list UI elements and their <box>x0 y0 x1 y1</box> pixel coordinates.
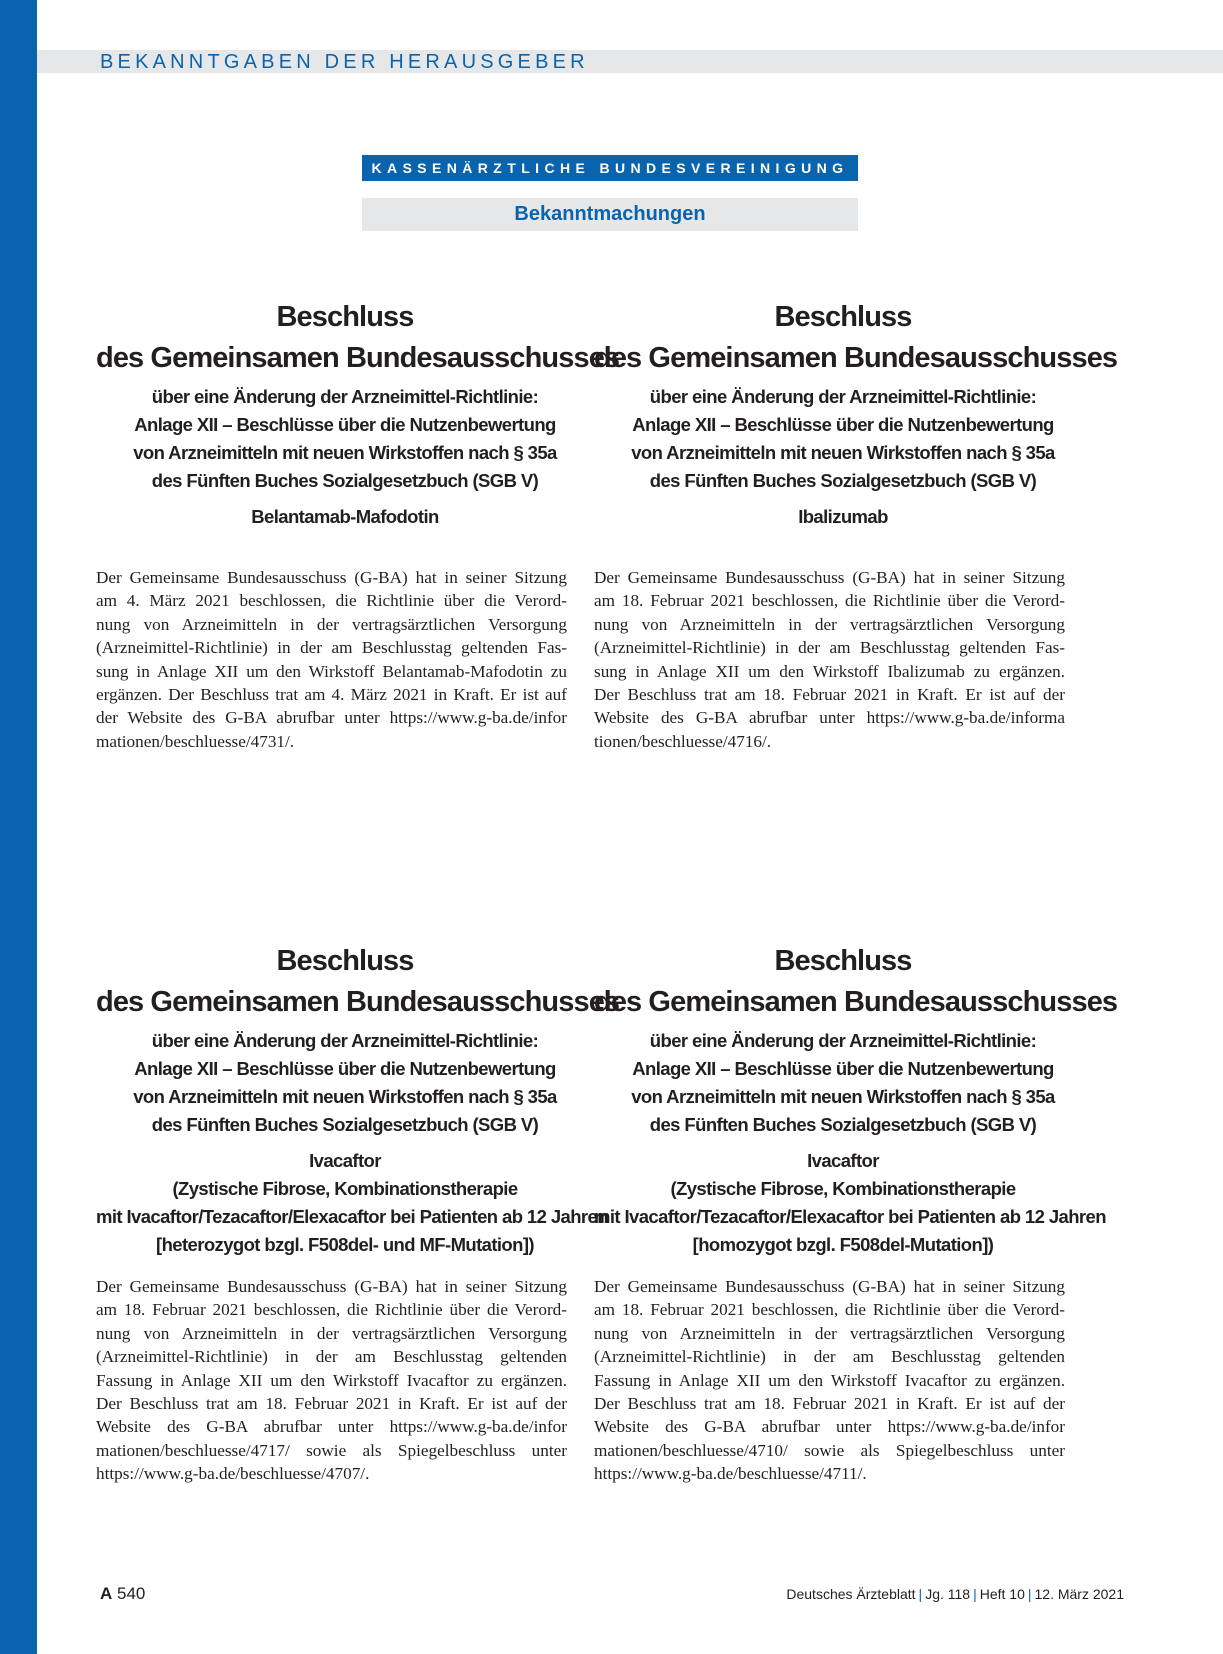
drug-line: mit Ivacaftor/Tezacaftor/Elexacaftor bei Patienten ab 12 Jahren <box>96 1206 608 1227</box>
body-line: nung von Arzneimitteln in der vertragsärztlichen Versorgung <box>594 1323 1065 1343</box>
subtitle-line: von Arzneimitteln mit neuen Wirkstoffen nach § 35a <box>631 442 1055 463</box>
drug-line: [homozygot bzgl. F508del-Mutation]) <box>692 1234 994 1255</box>
article-ibalizumab <box>594 297 1118 531</box>
body-line: Der Beschluss trat am 18. Februar 2021 in Kraft. Er ist auf der <box>594 684 1065 704</box>
journal-issue: Heft 10 <box>979 1586 1025 1602</box>
body-line: mationen/beschluesse/4731/. <box>96 731 295 751</box>
body-line: Fassung in Anlage XII um den Wirkstoff Ivacaftor zu ergänzen. <box>594 1370 1065 1390</box>
separator: | <box>973 1586 977 1602</box>
subtitle-line: über eine Änderung der Arzneimittel-Richtlinie: <box>649 1030 1037 1051</box>
article-ivacaftor-homozygot <box>594 941 1118 1259</box>
article-subtitle <box>96 383 594 495</box>
body-line: Der Gemeinsame Bundesausschuss (G-BA) hat in seiner Sitzung <box>96 568 567 587</box>
page-number <box>100 1584 145 1604</box>
article-title <box>96 297 620 379</box>
body-line: nung von Arzneimitteln in der vertragsärztlichen Versorgung <box>96 614 567 634</box>
body-line: Der Beschluss trat am 18. Februar 2021 in Kraft. Er ist auf der <box>96 1393 567 1413</box>
journal-volume: Jg. 118 <box>925 1586 971 1602</box>
section-header: BEKANNTGABEN DER HERAUSGEBER <box>100 51 589 73</box>
body-line: Der Beschluss trat am 18. Februar 2021 in Kraft. Er ist auf der <box>594 1393 1065 1413</box>
subtitle-line: von Arzneimitteln mit neuen Wirkstoffen nach § 35a <box>631 1086 1055 1107</box>
left-color-bar <box>0 0 37 1654</box>
body-line: nung von Arzneimitteln in der vertragsärztlichen Versorgung <box>96 1323 567 1343</box>
body-line: Website des G-BA abrufbar unter https://www.g-ba.de/infor <box>594 1417 1065 1437</box>
body-line: der Website des G-BA abrufbar unter https://www.g-ba.de/infor <box>96 708 567 728</box>
article-title <box>594 297 1118 379</box>
drug-name <box>594 503 1092 531</box>
subtitle-line: des Fünften Buches Sozialgesetzbuch (SGB V) <box>649 470 1037 491</box>
body-line: am 18. Februar 2021 beschlossen, die Richtlinie über die Verord- <box>594 591 1065 611</box>
subtitle-line: Anlage XII – Beschlüsse über die Nutzenbewertung <box>134 1058 556 1079</box>
article-body <box>594 1275 1065 1486</box>
drug-line: Ivacaftor <box>309 1150 381 1171</box>
journal-name: Deutsches Ärzteblatt <box>786 1586 916 1602</box>
body-line: sung in Anlage XII um den Wirkstoff Belantamab-Mafodotin zu <box>96 661 567 681</box>
article-subtitle <box>594 383 1092 495</box>
article-title-line2: des Gemeinsamen Bundesausschusses <box>96 342 620 374</box>
subtitle-line: des Fünften Buches Sozialgesetzbuch (SGB V) <box>649 1114 1037 1135</box>
body-line: (Arzneimittel-Richtlinie) in der am Beschlusstag geltenden Fas- <box>96 638 567 658</box>
drug-line: Ivacaftor <box>807 1150 879 1171</box>
article-subtitle <box>594 1027 1092 1139</box>
journal-date: 12. März 2021 <box>1034 1586 1124 1602</box>
page-number-value: 540 <box>117 1584 146 1603</box>
drug-line: [heterozygot bzgl. F508del- und MF-Mutation]) <box>156 1234 534 1255</box>
article-title <box>594 941 1118 1023</box>
subtitle-line: Anlage XII – Beschlüsse über die Nutzenbewertung <box>134 414 556 435</box>
body-line: Website des G-BA abrufbar unter https://www.g-ba.de/informa <box>594 708 1065 728</box>
separator: | <box>1027 1586 1032 1602</box>
article-ivacaftor-heterozygot <box>96 941 620 1259</box>
article-title-line1: Beschluss <box>276 301 414 333</box>
article-belantamab <box>96 297 620 531</box>
article-body <box>594 566 1065 753</box>
article-subtitle <box>96 1027 594 1139</box>
article-title-line1: Beschluss <box>774 945 912 977</box>
page-prefix: A <box>100 1584 113 1603</box>
body-line: Fassung in Anlage XII um den Wirkstoff Ivacaftor zu ergänzen. <box>96 1370 567 1390</box>
body-line: am 18. Februar 2021 beschlossen, die Richtlinie über die Verord- <box>594 1300 1065 1320</box>
body-line: mationen/beschluesse/4710/ sowie als Spiegelbeschluss unter <box>594 1440 1065 1460</box>
subtitle-line: über eine Änderung der Arzneimittel-Richtlinie: <box>649 386 1037 407</box>
subtitle-line: des Fünften Buches Sozialgesetzbuch (SGB V) <box>151 1114 539 1135</box>
subtitle-line: über eine Änderung der Arzneimittel-Richtlinie: <box>151 386 539 407</box>
subtitle-line: von Arzneimitteln mit neuen Wirkstoffen nach § 35a <box>133 1086 557 1107</box>
drug-name <box>96 1147 608 1259</box>
drug-line: (Zystische Fibrose, Kombinationstherapie <box>670 1178 1016 1199</box>
body-line: Der Gemeinsame Bundesausschuss (G-BA) hat in seiner Sitzung <box>96 1277 567 1296</box>
subtitle-line: Anlage XII – Beschlüsse über die Nutzenbewertung <box>632 414 1054 435</box>
body-line: https://www.g-ba.de/beschluesse/4707/. <box>96 1464 370 1484</box>
drug-line: mit Ivacaftor/Tezacaftor/Elexacaftor bei Patienten ab 12 Jahren <box>594 1206 1106 1227</box>
article-title-line1: Beschluss <box>276 945 414 977</box>
article-title-line1: Beschluss <box>774 301 912 333</box>
drug-line: Ibalizumab <box>798 506 888 527</box>
body-line: sung in Anlage XII um den Wirkstoff Ibalizumab zu ergänzen. <box>594 661 1065 681</box>
journal-citation <box>786 1586 1124 1602</box>
article-title-line2: des Gemeinsamen Bundesausschusses <box>594 342 1118 374</box>
body-line: Der Gemeinsame Bundesausschuss (G-BA) hat in seiner Sitzung <box>594 1277 1065 1296</box>
body-line: (Arzneimittel-Richtlinie) in der am Beschlusstag geltenden <box>96 1347 567 1367</box>
kbv-label: KASSENÄRZTLICHE BUNDESVEREINIGUNG <box>362 155 858 181</box>
body-line: (Arzneimittel-Richtlinie) in der am Beschlusstag geltenden <box>594 1347 1065 1367</box>
body-line: am 18. Februar 2021 beschlossen, die Richtlinie über die Verord- <box>96 1300 567 1320</box>
body-line: mationen/beschluesse/4717/ sowie als Spiegelbeschluss unter <box>96 1440 567 1460</box>
drug-name <box>594 1147 1106 1259</box>
subtitle-line: Anlage XII – Beschlüsse über die Nutzenbewertung <box>632 1058 1054 1079</box>
article-title-line2: des Gemeinsamen Bundesausschusses <box>594 986 1118 1018</box>
article-title <box>96 941 620 1023</box>
subtitle-line: über eine Änderung der Arzneimittel-Richtlinie: <box>151 1030 539 1051</box>
article-title-line2: des Gemeinsamen Bundesausschusses <box>96 986 620 1018</box>
subtitle-line: von Arzneimitteln mit neuen Wirkstoffen nach § 35a <box>133 442 557 463</box>
body-line: am 4. März 2021 beschlossen, die Richtlinie über die Verord- <box>96 591 567 611</box>
body-line: https://www.g-ba.de/beschluesse/4711/. <box>594 1464 867 1484</box>
body-line: ergänzen. Der Beschluss trat am 4. März 2021 in Kraft. Er ist auf <box>96 684 567 704</box>
body-line: Website des G-BA abrufbar unter https://www.g-ba.de/infor <box>96 1417 567 1437</box>
body-line: tionen/beschluesse/4716/. <box>594 731 772 751</box>
drug-line: (Zystische Fibrose, Kombinationstherapie <box>172 1178 518 1199</box>
article-body <box>96 1275 567 1486</box>
body-line: Der Gemeinsame Bundesausschuss (G-BA) hat in seiner Sitzung <box>594 568 1065 587</box>
drug-name <box>96 503 594 531</box>
body-line: nung von Arzneimitteln in der vertragsärztlichen Versorgung <box>594 614 1065 634</box>
subtitle-line: des Fünften Buches Sozialgesetzbuch (SGB V) <box>151 470 539 491</box>
separator: | <box>918 1586 923 1602</box>
announcements-label: Bekanntmachungen <box>362 198 858 231</box>
drug-line: Belantamab-Mafodotin <box>251 506 439 527</box>
body-line: (Arzneimittel-Richtlinie) in der am Beschlusstag geltenden Fas- <box>594 638 1065 658</box>
article-body <box>96 566 567 753</box>
